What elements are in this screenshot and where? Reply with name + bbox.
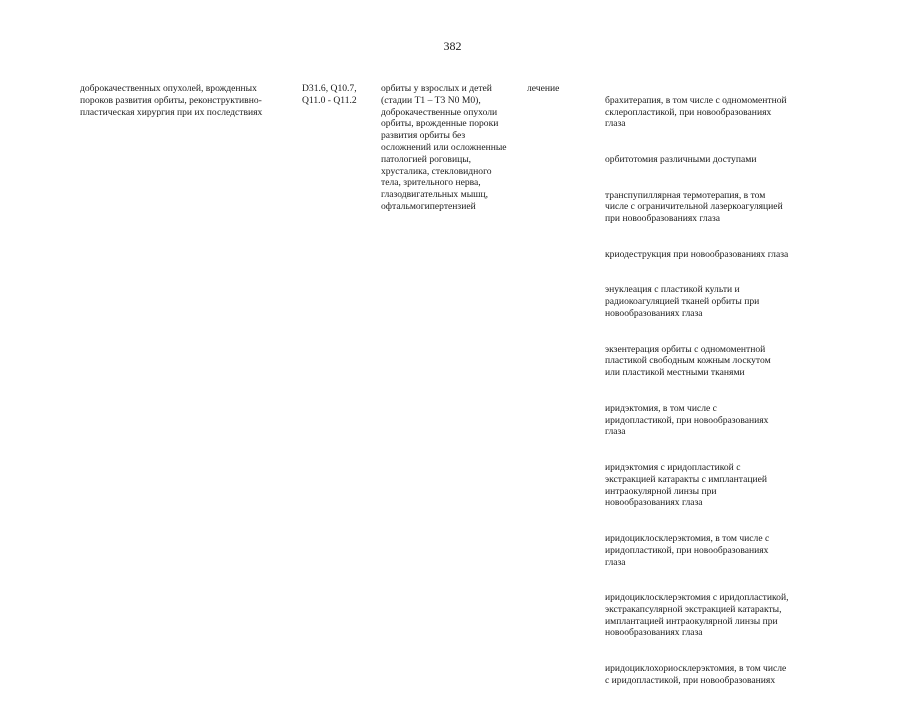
- method-item: энуклеация с пластикой культи и радиокоагуляцией тканей орбиты при новообразованиях глаза: [605, 284, 760, 319]
- method-item: иридоциклохориосклерэктомия, в том числе с иридопластикой, при новообразованиях: [605, 663, 787, 686]
- method-item: орбитотомия различными доступами: [605, 153, 757, 165]
- method-item: иридоциклосклерэктомия с иридопластикой, экстракапсулярной экстракцией катаракты, имплантацией интраокулярной линзы при новообразованиях глаза: [605, 592, 789, 639]
- method-item: иридэктомия с иридопластикой с экстракцией катаракты с имплантацией интраокулярной линзы при новообразованиях глаза: [605, 461, 768, 509]
- row-methods-cell: [605, 83, 830, 710]
- method-item: иридоциклосклерэктомия, в том числе с иридопластикой, при новообразованиях глаза: [605, 532, 770, 568]
- method-item: брахитерапия, в том числе с одномоментной склеропластикой, при новообразованиях глаза: [605, 94, 787, 130]
- method-item: транспупиллярная термотерапия, в том числе с ограничительной лазеркоагуляцией при новообразованиях глаза: [605, 189, 783, 225]
- page-number: 382: [443, 39, 462, 53]
- method-item: экзентерация орбиты с одномоментной пластикой свободным кожным лоскутом или пластикой местными тканями: [605, 343, 771, 379]
- row-icd-codes-cell: D31.6, Q10.7, Q11.0 - Q11.2: [302, 83, 357, 106]
- method-item: иридэктомия, в том числе с иридопластикой, при новообразованиях глаза: [605, 402, 769, 438]
- row-name-cell: доброкачественных опухолей, врожденных пороков развития орбиты, реконструктивно- пластическая хирургия при их последствиях: [80, 83, 263, 118]
- method-item: криодеструкция при новообразованиях глаза: [605, 248, 789, 260]
- row-treatment-type-cell: лечение: [527, 83, 560, 94]
- row-patient-model-cell: орбиты у взрослых и детей (стадии T1 – T3 N0 M0), доброкачественные опухоли орбиты, врожденные пороки развития орбиты без осложнений или осложненные патологией роговицы, хрусталика, стекловидного тела, зрительного нерва, глазодвигательных мышц, офтальмогипертензией: [381, 83, 507, 212]
